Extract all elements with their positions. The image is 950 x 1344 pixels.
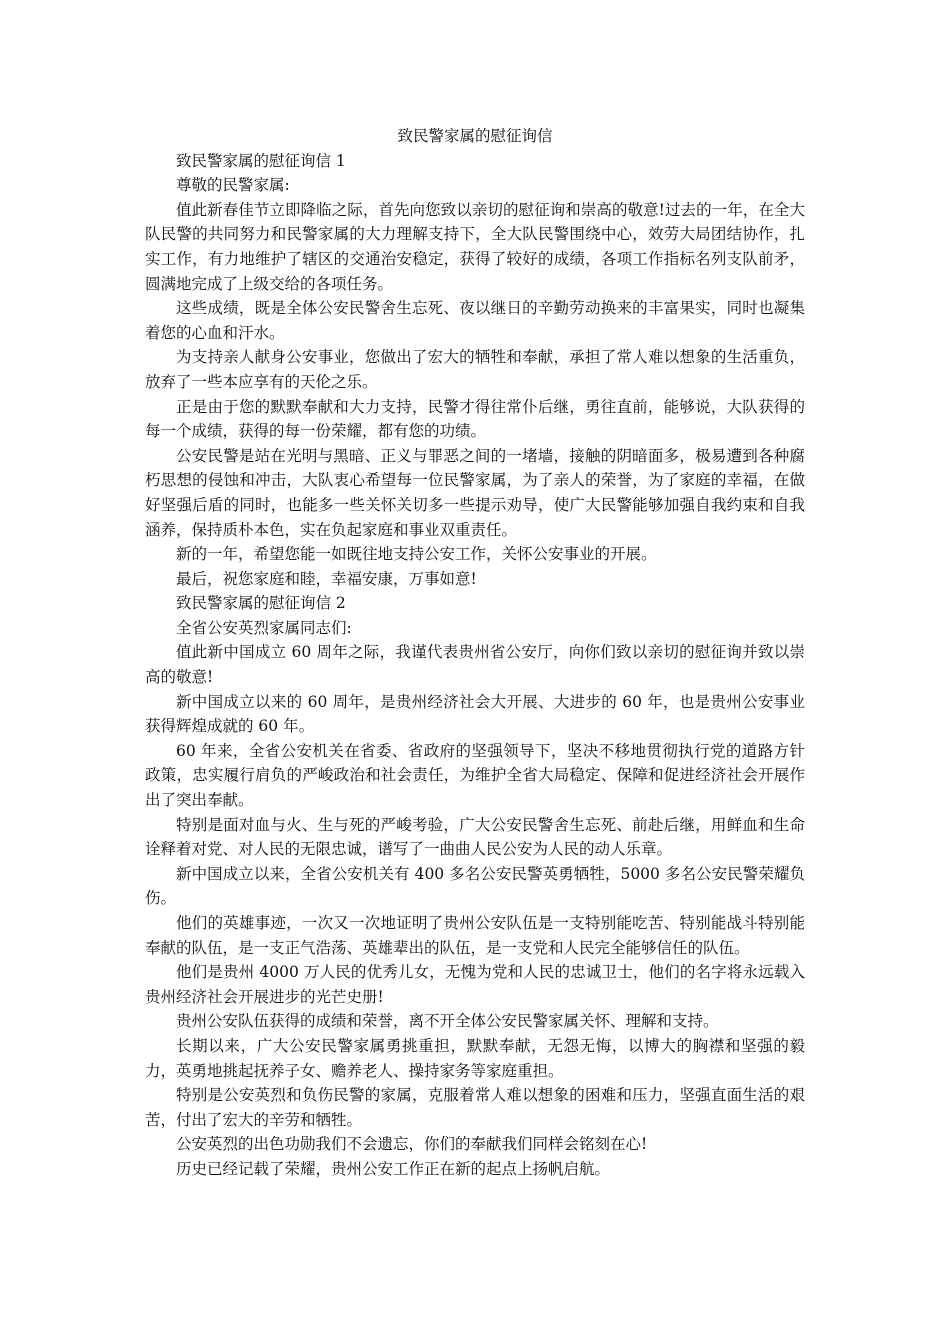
paragraph: 公安民警是站在光明与黑暗、正义与罪恶之间的一堵墙，接触的阴暗面多，极易遭到各种腐朽思想的侵蚀和冲击，大队衷心希望每一位民警家属，为了亲人的荣誉，为了家庭的幸福，在做好坚强后盾的同时，也能多一些关怀关切多一些提示劝导，使广大民警能够加强自我约束和自我涵养，保持质朴本色，实在负起家庭和事业双重责任。 [145,446,805,539]
paragraph: 他们是贵州 4000 万人民的优秀儿女，无愧为党和人民的忠诚卫士，他们的名字将永远载入贵州经济社会开展进步的光芒史册! [145,963,805,1006]
paragraph: 新中国成立以来的 60 周年，是贵州经济社会大开展、大进步的 60 年，也是贵州公安事业获得辉煌成就的 60 年。 [145,692,805,736]
paragraph: 特别是公安英烈和负伤民警的家属，克服着常人难以想象的困难和压力，坚强直面生活的艰苦，付出了宏大的辛劳和牺牲。 [145,1086,805,1129]
paragraph-list [145,149,805,1182]
paragraph: 值此新中国成立 60 周年之际，我谨代表贵州省公安厅，向你们致以亲切的慰征询并致以崇高的敬意! [145,643,805,687]
paragraph: 全省公安英烈家属同志们: [176,618,352,637]
paragraph: 历史已经记载了荣耀，贵州公安工作正在新的起点上扬帆启航。 [176,1159,611,1178]
paragraph: 贵州公安队伍获得的成绩和荣誉，离不开全体公安民警家属关怀、理解和支持。 [176,1012,719,1031]
paragraph: 60 年来，全省公安机关在省委、省政府的坚强领导下，坚决不移地贯彻执行党的道路方针政策，忠实履行肩负的严峻政治和社会责任，为维护全省大局稳定、保障和促进经济社会开展作出了突出奉献。 [145,741,805,810]
paragraph: 正是由于您的默默奉献和大力支持，民警才得往常仆后继，勇往直前，能够说，大队获得的每一个成绩，获得的每一份荣耀，都有您的功绩。 [145,397,805,441]
paragraph: 新的一年，希望您能一如既往地支持公安工作，关怀公安事业的开展。 [176,545,657,564]
paragraph: 最后，祝您家庭和睦，幸福安康，万事如意! [176,569,477,588]
paragraph: 特别是面对血与火、生与死的严峻考验，广大公安民警舍生忘死、前赴后继，用鲜血和生命诠释着对党、对人民的无限忠诚，谱写了一曲曲人民公安为人民的动人乐章。 [145,815,805,859]
paragraph: 公安英烈的出色功勋我们不会遗忘，你们的奉献我们同样会铭刻在心! [176,1135,648,1154]
paragraph: 这些成绩，既是全体公安民警舍生忘死、夜以继日的辛勤劳动换来的丰富果实，同时也凝集着您的心血和汗水。 [145,299,805,342]
paragraph: 值此新春佳节立即降临之际，首先向您致以亲切的慰征询和崇高的敬意!过去的一年，在全大队民警的共同努力和民警家属的大力理解支持下，全大队民警围绕中心，效劳大局团结协作，扎实工作，有力地维护了辖区的交通治安稳定，获得了较好的成绩，各项工作指标名列支队前矛，圆满地完成了上级交给的各项任务。 [145,200,805,293]
paragraph: 尊敬的民警家属: [176,176,290,195]
paragraph: 长期以来，广大公安民警家属勇挑重担，默默奉献，无怨无悔，以博大的胸襟和坚强的毅力，英勇地挑起抚养子女、赡养老人、操持家务等家庭重担。 [145,1036,805,1080]
document-title: 致民警家属的慰征询信 [397,127,553,145]
paragraph: 新中国成立以来，全省公安机关有 400 多名公安民警英勇牺牲，5000 多名公安民警荣耀负伤。 [145,864,805,908]
paragraph: 他们的英雄事迹，一次又一次地证明了贵州公安队伍是一支特别能吃苦、特别能战斗特别能奉献的队伍，是一支正气浩荡、英雄辈出的队伍，是一支党和人民完全能够信任的队伍。 [145,914,805,957]
paragraph: 为支持亲人献身公安事业，您做出了宏大的牺牲和奉献，承担了常人难以想象的生活重负，放弃了一些本应享有的天伦之乐。 [145,348,805,391]
paragraph: 致民警家属的慰征询信 2 [176,594,346,613]
document-body [145,124,805,1182]
paragraph: 致民警家属的慰征询信 1 [176,151,346,170]
